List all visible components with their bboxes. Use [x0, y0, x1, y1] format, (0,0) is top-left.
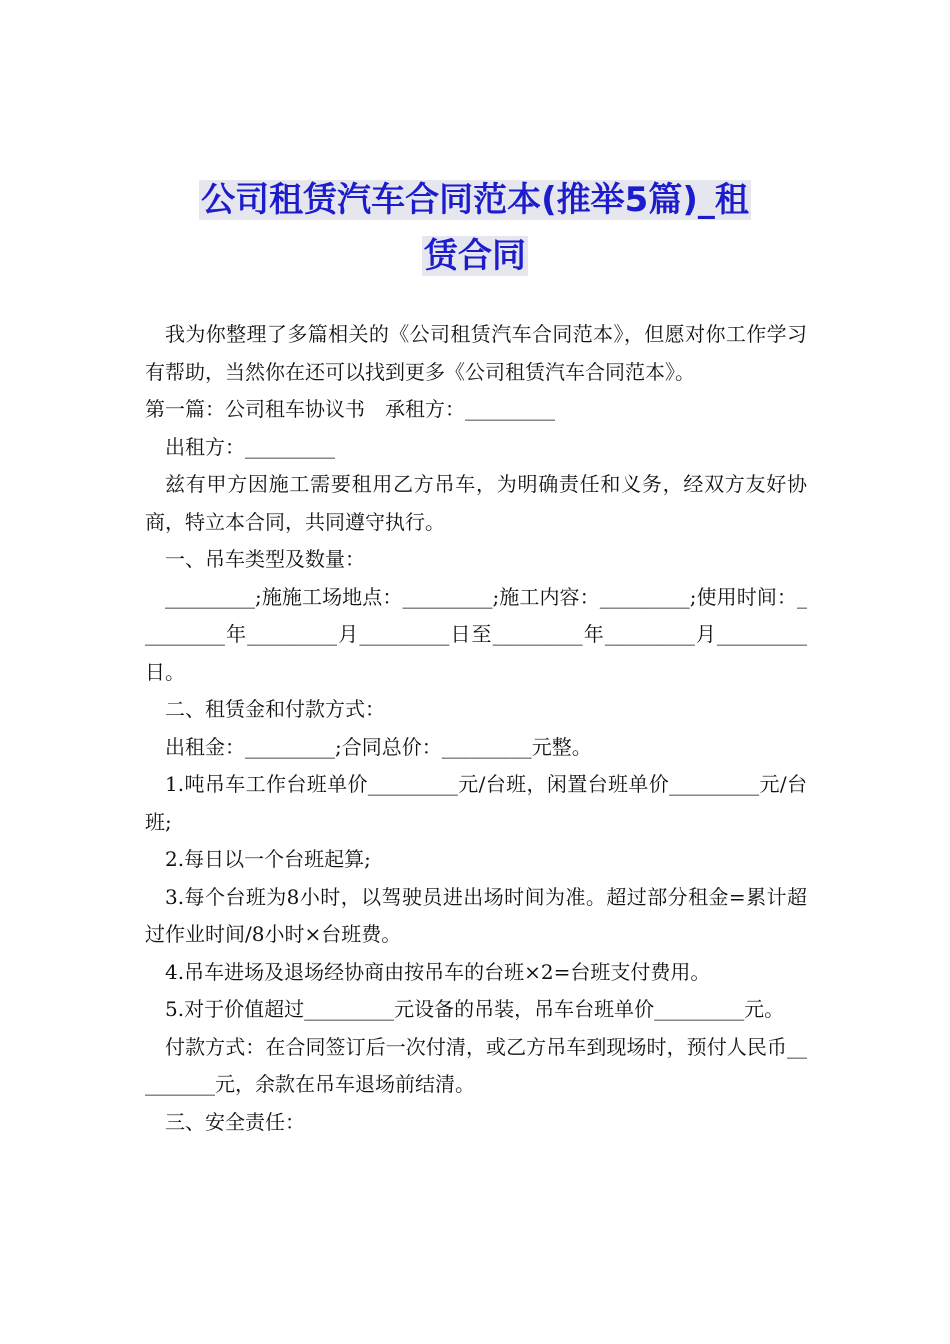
payment-method-paragraph: 付款方式：在合同签订后一次付清，或乙方吊车到现场时，预付人民币_________元，余款在吊车退场前结清。 — [145, 1034, 807, 1096]
clause-heading-3: 三、安全责任： — [165, 1109, 305, 1134]
clause-heading-1: 一、吊车类型及数量： — [165, 547, 365, 571]
clause-1-details: _________;施施工场地点：_________;施工内容：_________;使用时间：_________年_________月_________日至_________年_________月_________日。 — [145, 584, 807, 684]
lessor-line: 出租方：_________ — [165, 434, 335, 459]
item-1: 1.吨吊车工作台班单价_________元/台班，闲置台班单价_________元/台班; — [145, 772, 807, 834]
item-4: 4.吊车进场及退场经协商由按吊车的台班×2=台班支付费用。 — [165, 959, 711, 984]
rent-total-line: 出租金：_________;合同总价：_________元整。 — [165, 734, 592, 759]
item-5: 5.对于价值超过_________元设备的吊装，吊车台班单价_________元。 — [165, 997, 785, 1021]
clause-heading-2: 二、租赁金和付款方式： — [165, 697, 385, 721]
title-line-2: 赁合同 — [424, 236, 526, 276]
title-line-1: 公司租赁汽车合同范本(推举5篇)_租 — [201, 180, 749, 220]
preamble-paragraph: 兹有甲方因施工需要租用乙方吊车，为明确责任和义务，经双方友好协商，特立本合同，共同遵守执行。 — [145, 472, 807, 534]
intro-paragraph: 我为你整理了多篇相关的《公司租赁汽车合同范本》，但愿对你工作学习有帮助，当然你在还可以找到更多《公司租赁汽车合同范本》。 — [145, 322, 807, 384]
section-heading-first: 第一篇：公司租车协议书 承租方：_________ — [145, 397, 555, 421]
document-body — [145, 316, 807, 1141]
document-title — [140, 172, 810, 284]
item-3: 3.每个台班为8小时，以驾驶员进出场时间为准。超过部分租金=累计超过作业时间/8小时×台班费。 — [145, 884, 807, 946]
item-2: 2.每日以一个台班起算; — [165, 847, 371, 871]
